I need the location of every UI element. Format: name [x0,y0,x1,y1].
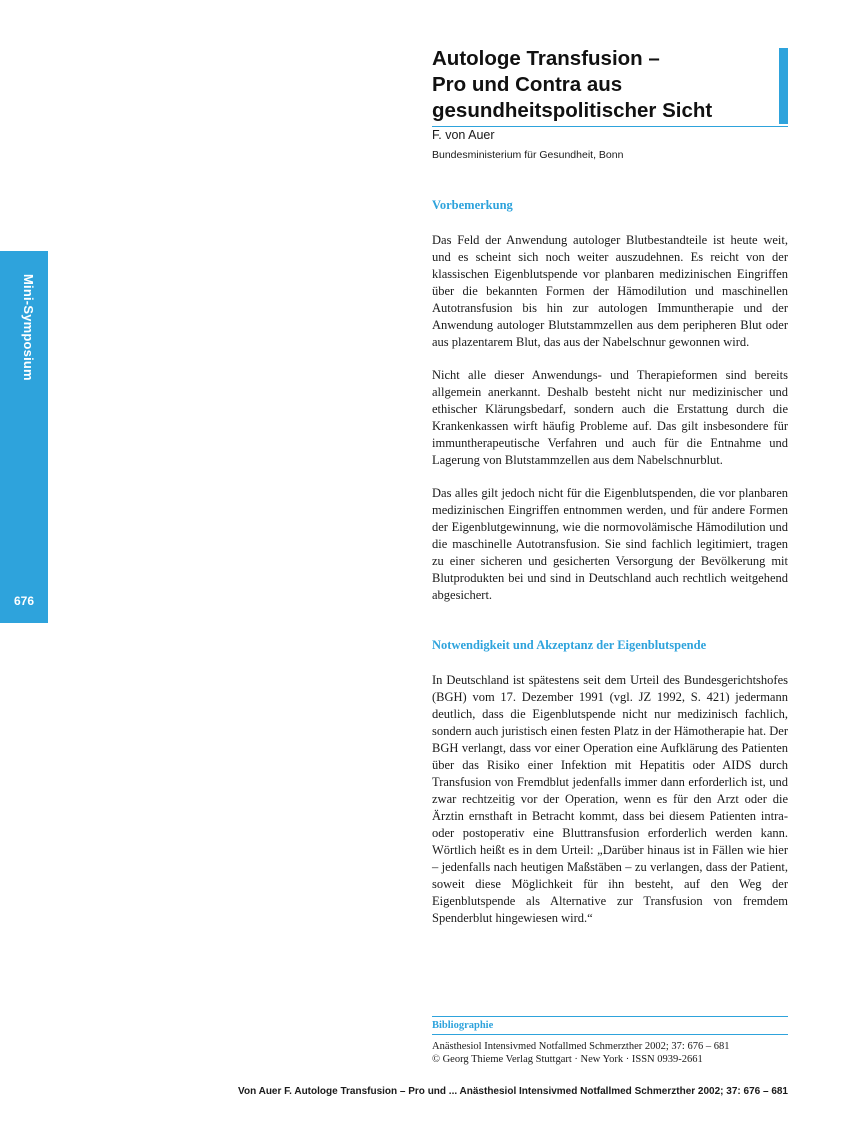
page-number: 676 [13,594,35,608]
bibliography-heading: Bibliographie [432,1016,788,1035]
section-heading: Notwendigkeit und Akzeptanz der Eigenblutspende [432,638,707,652]
article-title [432,46,772,124]
paragraph: Das alles gilt jedoch nicht für die Eigenblutspenden, die vor planbaren medizinischen Eingriffen entnommen werden, und für andere Formen der Eigenblutgewinnung, wie die normovolämische Hämodilution und die maschinelle Autotransfusion. Sie sind fachlich legitimiert, tragen zu einer sicheren und gesicherten Versorgung der Bevölkerung mit Blutprodukten bei und sind in Deutschland auch rechtlich weitgehend abgesichert. [432,486,788,602]
bibliography-line: © Georg Thieme Verlag Stuttgart · New York · ISSN 0939-2661 [432,1054,703,1065]
title-accent-bar [779,48,788,124]
title-line: gesundheitspolitischer Sicht [432,99,713,122]
title-block [432,46,788,127]
paragraph: Das Feld der Anwendung autologer Blutbestandteile ist heute weit, und es scheint sich noch weiter auszudehnen. Es reicht von der klassischen Eigenblutspende vor planbaren medizinischen Eingriffen über die bekannten Formen der Hämodilution und maschinellen Autotransfusion bis hin zur autologen Immuntherapie und der Anwendung autologer Blutstammzellen aus dem peripheren Blut oder aus plazentarem Blut, das aus der Nabelschnur gewonnen wird. [432,233,788,349]
bibliography-line: Anästhesiol Intensivmed Notfallmed Schmerzther 2002; 37: 676 – 681 [432,1041,730,1052]
paragraph: In Deutschland ist spätestens seit dem Urteil des Bundesgerichtshofes (BGH) vom 17. Dezember 1991 (vgl. JZ 1992, S. 421) jedermann deutlich, dass die Eigenblutspende nicht nur medizinisch fachlich, sondern auch juristisch einen festen Platz in der Hämotherapie hat. Der BGH verlangt, dass vor einer Operation eine Aufklärung des Patienten über das Risiko einer Infektion mit Hepatitis oder AIDS durch Transfusion von Fremdblut jedenfalls immer dann erforderlich ist, und zwar rechtzeitig vor der Operation, wenn es für den Arzt oder die Ärztin ernsthaft in Betracht kommt, dass bei diesem Patienten intra- oder postoperativ eine Bluttransfusion erforderlich werden kann. Wörtlich heißt es in dem Urteil: „Darüber hinaus ist in Fällen wie hier – jedenfalls nach heutigen Maßstäben – zu verlangen, dass der Patient, soweit diese Möglichkeit für ihn besteht, auf den Weg der Eigenblutspende als Alternative zur Transfusion von fremdem Spenderblut hingewiesen wird.“ [432,673,788,925]
paragraph: Nicht alle dieser Anwendungs- und Therapieformen sind bereits allgemein anerkannt. Deshalb besteht nicht nur medizinischer und ethischer Klärungsbedarf, sondern auch die Erstattung durch die Krankenkassen wirft häufig Probleme auf. Das gilt insbesondere für immuntherapeutische Verfahren und auch für die Entnahme und Lagerung von Blutstammzellen aus dem Nabelschnurblut. [432,368,788,467]
body-column [432,197,788,927]
title-line: Autologe Transfusion – [432,47,660,70]
section-label: Mini-Symposium [21,274,36,381]
bibliography [432,1016,788,1066]
section-heading: Vorbemerkung [432,198,513,212]
title-line: Pro und Contra aus [432,73,623,96]
author: F. von Auer [432,128,495,142]
affiliation: Bundesministerium für Gesundheit, Bonn [432,149,624,161]
running-footer: Von Auer F. Autologe Transfusion – Pro und ... Anästhesiol Intensivmed Notfallmed Schmerzther 2002; 37: 676 – 681 [238,1086,788,1097]
